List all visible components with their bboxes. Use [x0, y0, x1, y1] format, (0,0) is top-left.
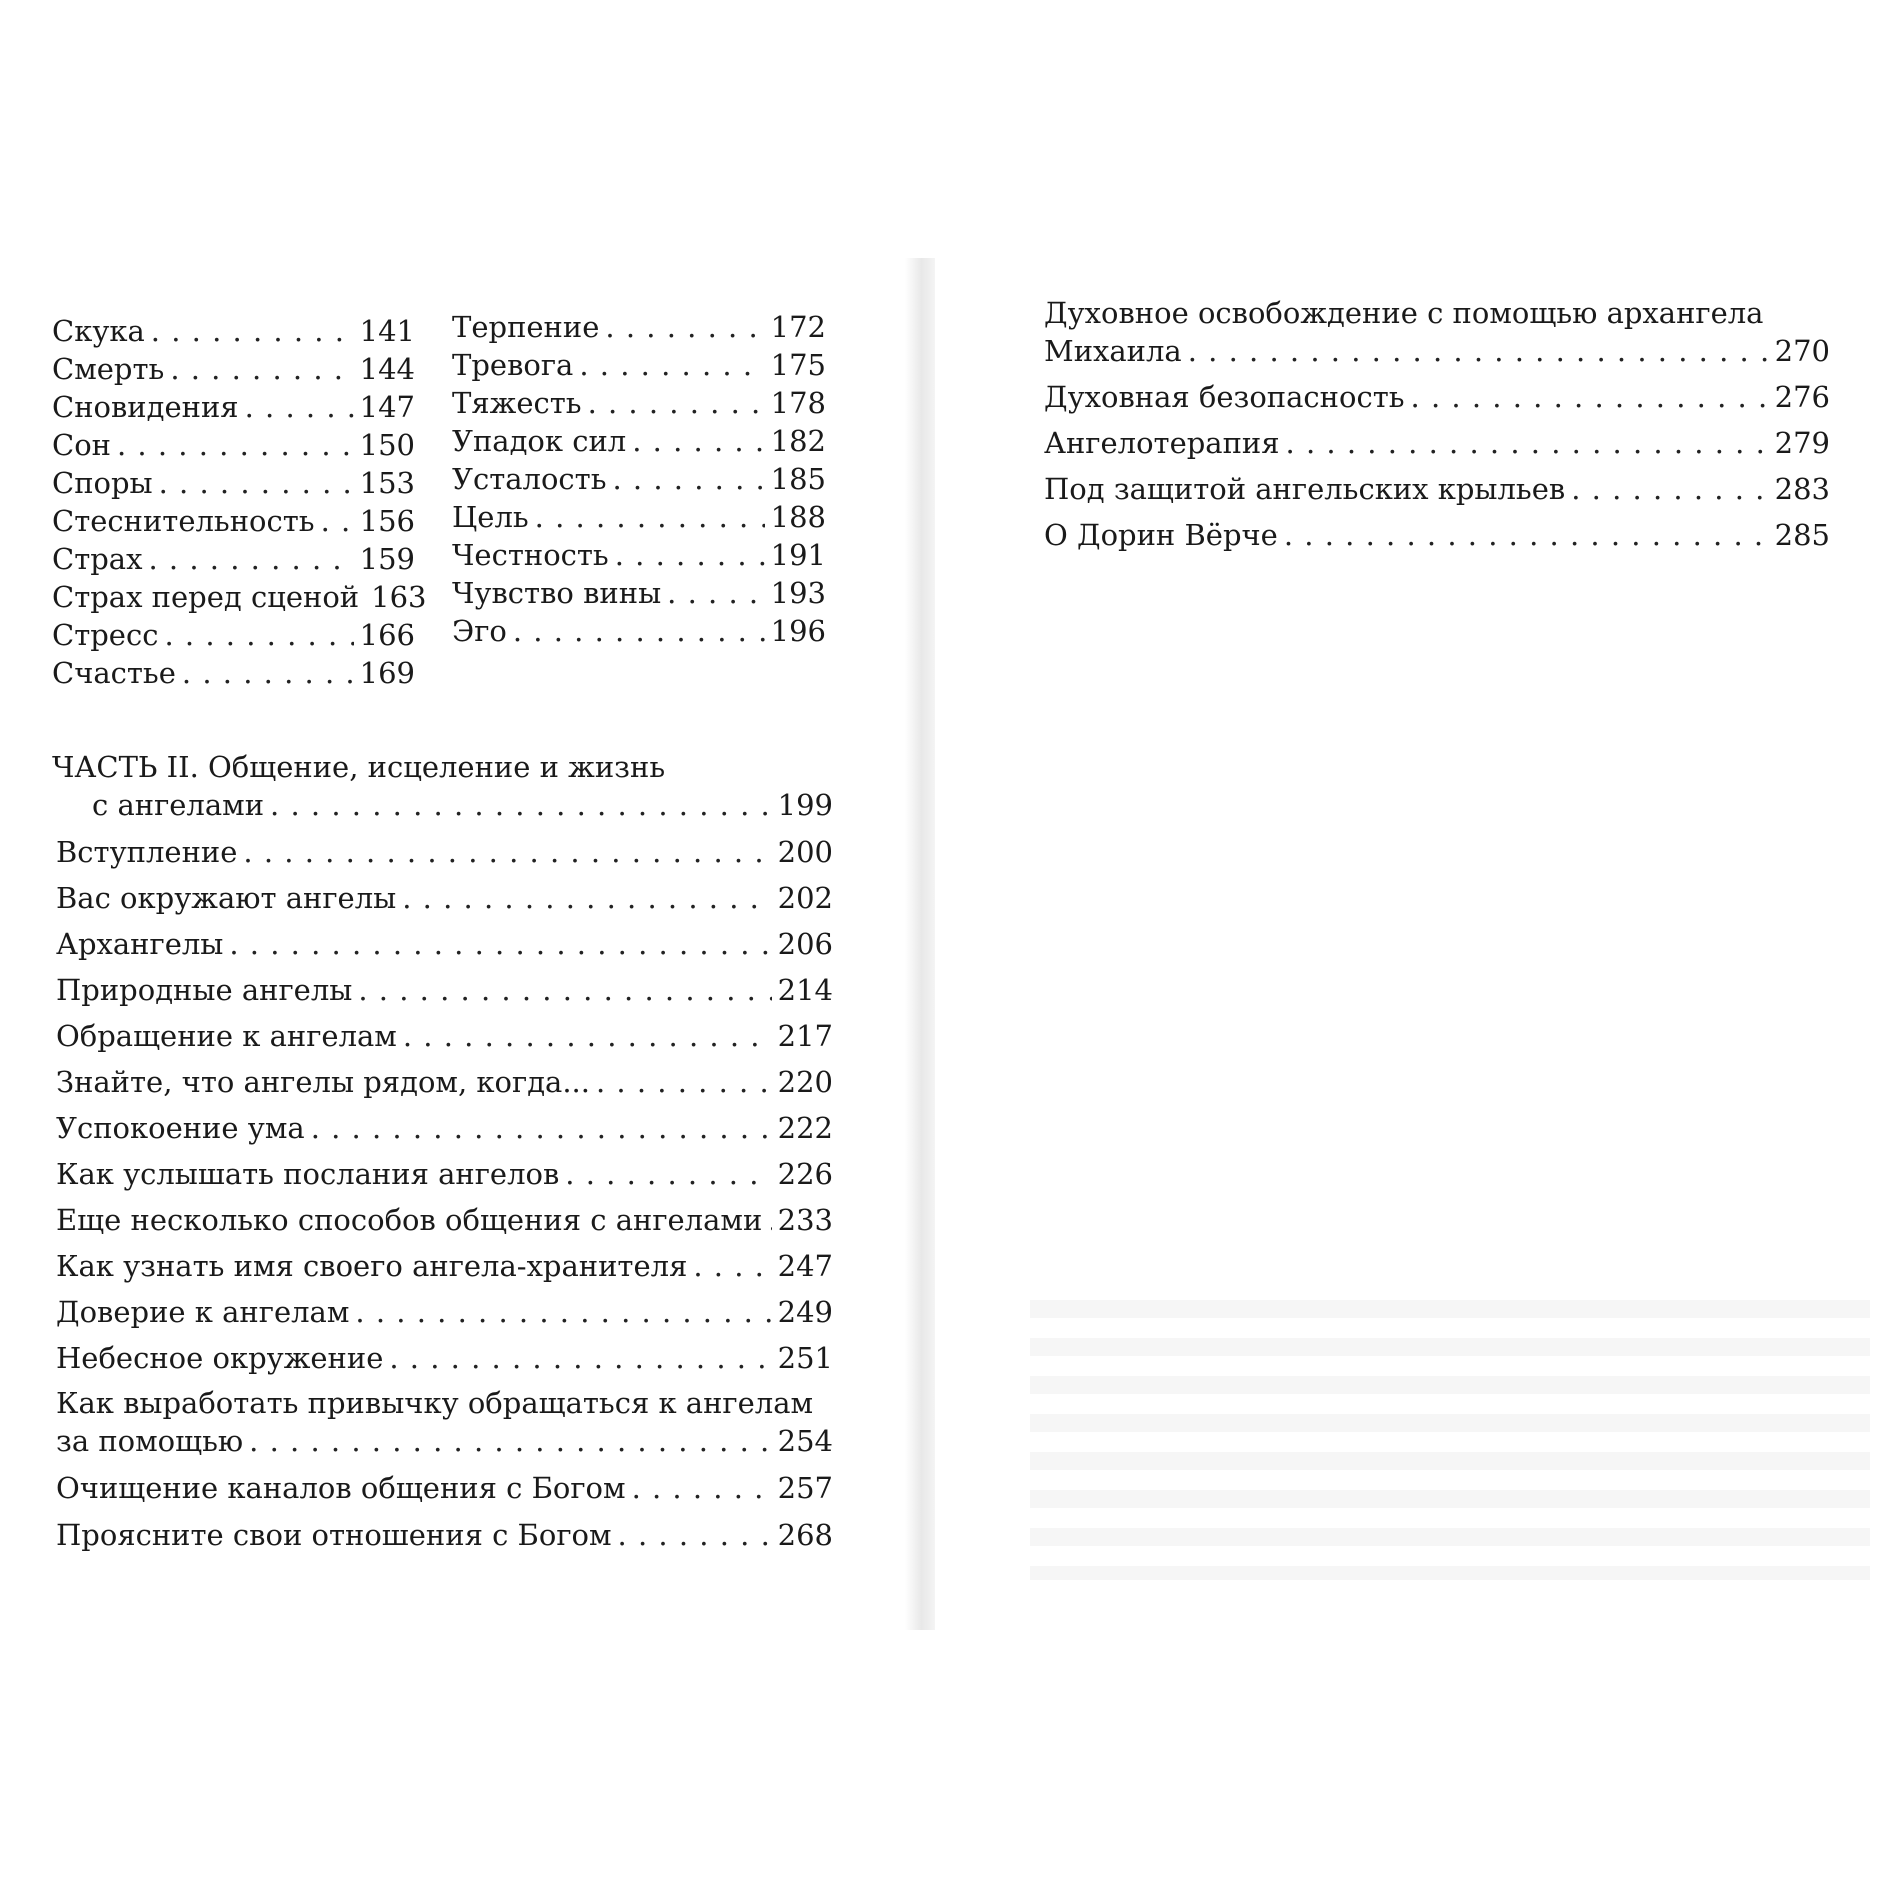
toc-entry-page: 249	[777, 1295, 833, 1329]
toc-entry-label: Ангелотерапия	[1044, 426, 1280, 460]
dot-leader	[632, 1469, 772, 1507]
toc-entry	[56, 1017, 833, 1055]
dot-leader	[355, 1293, 771, 1331]
toc-entry	[52, 388, 415, 426]
dot-leader	[596, 1063, 772, 1101]
toc-entry-page: 268	[777, 1518, 833, 1552]
toc-entry-page: 202	[777, 881, 833, 915]
toc-entry-label: Проясните свои отношения с Богом	[56, 1518, 612, 1552]
toc-entry	[56, 1469, 833, 1507]
dot-leader	[588, 384, 765, 422]
toc-entry-page: 178	[770, 386, 826, 420]
toc-entry	[1044, 332, 1830, 370]
toc-entry-page: 163	[371, 580, 427, 614]
toc-entry	[452, 384, 826, 422]
toc-entry	[1044, 470, 1830, 508]
dot-leader	[270, 786, 772, 824]
toc-entry-page: 222	[777, 1111, 833, 1145]
dot-leader	[402, 879, 771, 917]
book-gutter	[905, 258, 935, 1630]
toc-entry-label: Тревога	[452, 348, 574, 382]
toc-entry-page: 141	[359, 314, 415, 348]
dot-leader	[693, 1247, 771, 1285]
dot-leader	[615, 536, 765, 574]
dot-leader	[245, 388, 354, 426]
dot-leader	[579, 346, 764, 384]
toc-entry	[52, 426, 415, 464]
dot-leader	[768, 1201, 771, 1239]
dot-leader	[1286, 424, 1769, 462]
dot-leader	[182, 654, 354, 692]
toc-entry-page: 150	[359, 428, 415, 462]
toc-entry-label: Упадок сил	[452, 424, 627, 458]
toc-entry-label: Честность	[452, 538, 609, 572]
toc-entry-label: Архангелы	[56, 927, 224, 961]
dot-leader	[249, 1422, 772, 1460]
toc-entry-label: Еще несколько способов общения с ангелами	[56, 1203, 763, 1237]
toc-entry	[52, 350, 415, 388]
toc-entry	[452, 574, 826, 612]
toc-entry-label: Вступление	[56, 835, 238, 869]
toc-entry-label: Знайте, что ангелы рядом, когда...	[56, 1065, 590, 1099]
toc-entry	[452, 498, 826, 536]
dot-leader	[1411, 378, 1769, 416]
toc-entry-label: Смерть	[52, 352, 165, 386]
toc-entry-label: с ангелами	[92, 788, 265, 822]
toc-entry-label: Терпение	[452, 310, 600, 344]
toc-entry-page: 251	[777, 1341, 833, 1375]
toc-entry	[452, 308, 826, 346]
toc-entry-page: 193	[770, 576, 826, 610]
dot-leader	[148, 540, 353, 578]
toc-entry-page: 257	[777, 1471, 833, 1505]
toc-entry-label: Тяжесть	[452, 386, 582, 420]
dot-leader	[1188, 332, 1769, 370]
toc-entry-page: 226	[777, 1157, 833, 1191]
dot-leader	[151, 312, 354, 350]
toc-entry	[1044, 516, 1830, 554]
dot-leader	[667, 574, 764, 612]
toc-entry-page: 200	[777, 835, 833, 869]
toc-entry-page: 214	[777, 973, 833, 1007]
toc-entry-label: Успокоение ума	[56, 1111, 305, 1145]
toc-entry-page: 166	[359, 618, 415, 652]
dot-leader	[243, 833, 771, 871]
toc-entry	[56, 1422, 833, 1460]
toc-entry-label: Усталость	[452, 462, 607, 496]
toc-entry-label: Михаила	[1044, 334, 1182, 368]
toc-entry	[52, 502, 415, 540]
toc-entry	[56, 879, 833, 917]
toc-entry	[56, 1109, 833, 1147]
toc-entry-page: 233	[777, 1203, 833, 1237]
dot-leader	[170, 350, 353, 388]
dot-leader	[389, 1339, 771, 1377]
toc-entry-page: 217	[777, 1019, 833, 1053]
dot-leader	[535, 498, 765, 536]
toc-entry-page: 185	[770, 462, 826, 496]
dot-leader	[229, 925, 771, 963]
toc-entry-label: Как выработать привычку обращаться к ангелам	[56, 1386, 814, 1420]
toc-entry-label: Как услышать послания ангелов	[56, 1157, 560, 1191]
part-heading: ЧАСТЬ II. Общение, исцеление и жизнь	[52, 750, 666, 784]
toc-entry-page: 270	[1774, 334, 1830, 368]
toc-entry-page: 247	[777, 1249, 833, 1283]
toc-entry	[452, 422, 826, 460]
toc-entry	[56, 1247, 833, 1285]
dot-leader	[403, 1017, 772, 1055]
dot-leader	[613, 460, 765, 498]
toc-entry	[56, 1293, 833, 1331]
toc-entry-page: 188	[770, 500, 826, 534]
toc-entry-label: Счастье	[52, 656, 176, 690]
toc-entry-label: Очищение каналов общения с Богом	[56, 1471, 626, 1505]
dot-leader	[358, 971, 771, 1009]
toc-entry	[452, 460, 826, 498]
toc-entry-label: за помощью	[56, 1424, 244, 1458]
toc-entry-page: 199	[777, 788, 833, 822]
toc-entry	[56, 971, 833, 1009]
dot-leader	[565, 1155, 771, 1193]
toc-entry	[1044, 424, 1830, 462]
toc-entry-label: Небесное окружение	[56, 1341, 384, 1375]
toc-entry	[52, 312, 415, 350]
dot-leader	[632, 422, 764, 460]
show-through-text	[1030, 1280, 1870, 1580]
toc-entry-page: 156	[359, 504, 415, 538]
toc-entry-label: Сон	[52, 428, 111, 462]
dot-leader	[321, 502, 354, 540]
toc-entry-page: 153	[359, 466, 415, 500]
toc-entry-page: 279	[1774, 426, 1830, 460]
toc-entry-label: Скука	[52, 314, 145, 348]
toc-entry-page: 283	[1774, 472, 1830, 506]
dot-leader	[117, 426, 354, 464]
toc-entry	[56, 1201, 833, 1239]
toc-entry-label: Чувство вины	[452, 576, 662, 610]
toc-entry-page: 220	[777, 1065, 833, 1099]
toc-entry-page: 254	[777, 1424, 833, 1458]
toc-entry-label: О Дорин Вёрче	[1044, 518, 1278, 552]
toc-entry-label: Сновидения	[52, 390, 239, 424]
toc-entry-label: Эго	[452, 614, 507, 648]
dot-leader	[311, 1109, 772, 1147]
toc-entry	[56, 833, 833, 871]
toc-entry-page: 182	[770, 424, 826, 458]
toc-entry-label: Духовное освобождение с помощью архангела	[1044, 296, 1764, 330]
toc-entry-page: 276	[1774, 380, 1830, 414]
toc-entry-label: Природные ангелы	[56, 973, 353, 1007]
dot-leader	[1284, 516, 1769, 554]
toc-entry	[1044, 378, 1830, 416]
toc-entry-page: 175	[770, 348, 826, 382]
dot-leader	[159, 464, 354, 502]
dot-leader	[164, 616, 353, 654]
toc-entry-label: Как узнать имя своего ангела-хранителя	[56, 1249, 688, 1283]
toc-entry	[52, 578, 427, 616]
toc-entry	[452, 612, 826, 650]
toc-entry-page: 159	[359, 542, 415, 576]
toc-entry-label: Страх перед сценой	[52, 580, 360, 614]
toc-entry-label: Обращение к ангелам	[56, 1019, 397, 1053]
toc-entry	[56, 1339, 833, 1377]
toc-entry-label: Стресс	[52, 618, 159, 652]
toc-entry-page: 144	[359, 352, 415, 386]
toc-entry-page: 172	[770, 310, 826, 344]
toc-entry-label: Вас окружают ангелы	[56, 881, 397, 915]
toc-entry	[92, 786, 833, 824]
toc-entry-page: 285	[1774, 518, 1830, 552]
toc-entry	[52, 540, 415, 578]
toc-entry	[452, 536, 826, 574]
toc-entry	[56, 925, 833, 963]
toc-entry-label: Духовная безопасность	[1044, 380, 1405, 414]
toc-entry	[52, 464, 415, 502]
toc-entry-page: 191	[770, 538, 826, 572]
dot-leader	[618, 1516, 772, 1554]
toc-entry-label: Под защитой ангельских крыльев	[1044, 472, 1566, 506]
dot-leader	[513, 612, 765, 650]
toc-entry-label: Споры	[52, 466, 153, 500]
toc-entry	[56, 1155, 833, 1193]
toc-entry-label: Доверие к ангелам	[56, 1295, 350, 1329]
toc-entry	[52, 616, 415, 654]
toc-entry	[52, 654, 415, 692]
toc-entry-page: 169	[359, 656, 415, 690]
dot-leader	[1571, 470, 1768, 508]
dot-leader	[605, 308, 764, 346]
toc-entry-page: 206	[777, 927, 833, 961]
toc-entry-label: Цель	[452, 500, 529, 534]
toc-entry-page: 196	[770, 614, 826, 648]
toc-entry	[452, 346, 826, 384]
toc-entry-label: Стеснительность	[52, 504, 315, 538]
toc-entry-page: 147	[359, 390, 415, 424]
toc-entry	[56, 1516, 833, 1554]
toc-entry-label: Страх	[52, 542, 143, 576]
toc-entry	[56, 1063, 833, 1101]
